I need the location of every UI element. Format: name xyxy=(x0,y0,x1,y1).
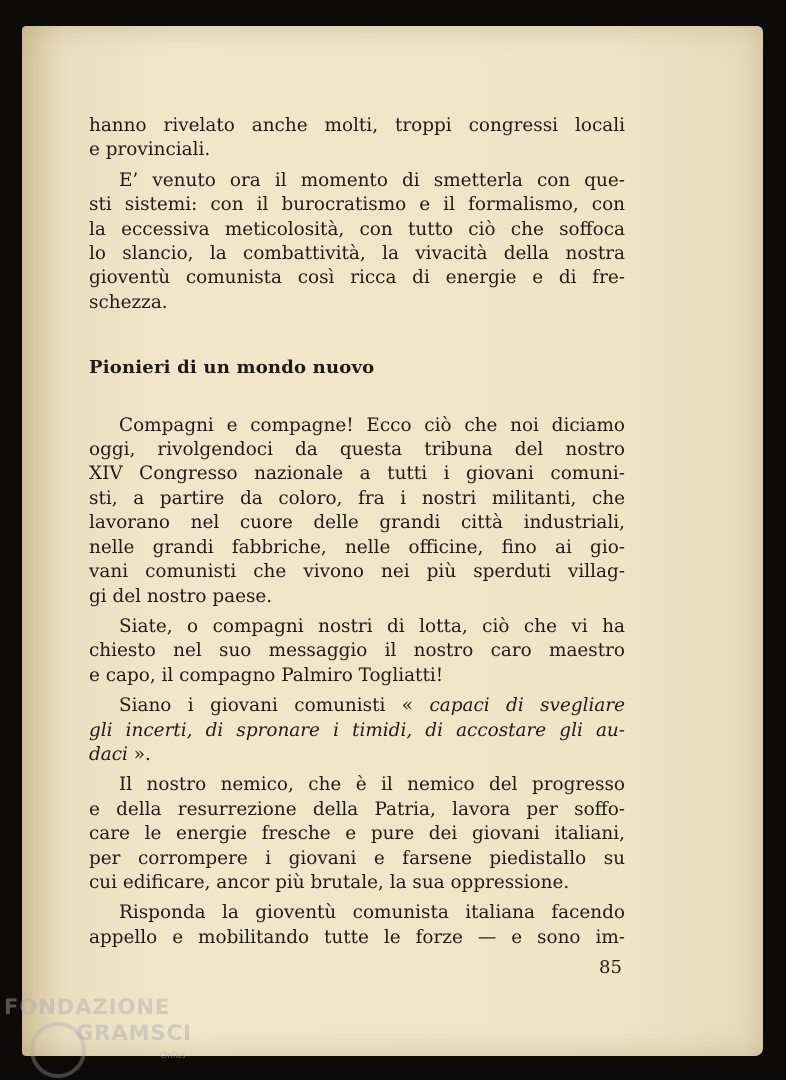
paragraph-5 xyxy=(89,694,625,767)
text-line: e della resurrezione della Patria, lavora per soffo- xyxy=(89,798,625,820)
text-line: nelle grandi fabbriche, nelle officine, fino ai gio- xyxy=(89,536,625,558)
text-line: lo slancio, la combattività, la vivacità della nostra xyxy=(89,243,625,265)
paragraph-7 xyxy=(89,901,625,950)
text-line: e capo, il compagno Palmiro Togliatti! xyxy=(89,664,444,686)
text-fragment: Siano i giovani comunisti « xyxy=(119,695,430,717)
watermark-logo xyxy=(4,994,192,1046)
paragraph-6 xyxy=(89,773,625,895)
text-line: appello e mobilitando tutte le forze — e sono im- xyxy=(89,926,625,948)
text-line: sti sistemi: con il burocratismo e il formalismo, con xyxy=(89,194,625,216)
text-line: e provinciali. xyxy=(89,139,211,161)
text-line xyxy=(89,743,625,767)
paragraph-4 xyxy=(89,615,625,688)
text-line: chiesto nel suo messaggio il nostro caro maestro xyxy=(89,640,625,662)
paragraph-1 xyxy=(89,114,625,163)
text-line: cui edificare, ancor più brutale, la sua oppressione. xyxy=(89,871,570,893)
text-line: Il nostro nemico, che è il nemico del progresso xyxy=(119,774,625,796)
text-line: care le energie fresche e pure dei giovani italiani, xyxy=(89,823,625,845)
text-line: lavorano nel cuore delle grandi città industriali, xyxy=(89,512,625,534)
text-line: sti, a partire da coloro, fra i nostri militanti, che xyxy=(89,487,625,509)
text-line: Compagni e compagne! Ecco ciò che noi diciamo xyxy=(119,414,625,436)
watermark-subtitle: Onlus xyxy=(160,1051,186,1061)
italic-quote: capaci di svegliare xyxy=(429,695,625,717)
text-line: XIV Congresso nazionale a tutti i giovani comuni- xyxy=(89,463,625,485)
text-line: E’ venuto ora il momento di smetterla con que- xyxy=(119,169,625,191)
text-line: oggi, rivolgendoci da questa tribuna del nostro xyxy=(89,439,625,461)
text-line: la eccessiva meticolosità, con tutto ciò che soffoca xyxy=(89,218,625,240)
text-line: gi del nostro paese. xyxy=(89,585,273,607)
page-number: 85 xyxy=(599,957,622,978)
italic-quote: gli incerti, di spronare i timidi, di accostare gli au- xyxy=(89,719,625,741)
text-line xyxy=(89,694,625,718)
text-line xyxy=(89,719,625,743)
watermark-line: GRAMSCI xyxy=(76,1021,192,1045)
text-line: per corrompere i giovani e farsene piedistallo su xyxy=(89,847,625,869)
watermark-line: FONDAZIONE xyxy=(4,995,171,1019)
text-line: vani comunisti che vivono nei più sperduti villag- xyxy=(89,561,625,583)
paragraph-2 xyxy=(89,169,625,315)
text-line: Risponda la gioventù comunista italiana facendo xyxy=(119,902,625,924)
text-fragment: ». xyxy=(127,743,151,765)
text-line: schezza. xyxy=(89,291,168,313)
paragraph-3 xyxy=(89,414,625,609)
italic-quote: daci xyxy=(89,743,128,765)
section-heading: Pionieri di un mondo nuovo xyxy=(89,357,375,379)
text-line: Siate, o compagni nostri di lotta, ciò che vi ha xyxy=(119,615,625,637)
text-line: hanno rivelato anche molti, troppi congressi locali xyxy=(89,115,625,136)
text-line: gioventù comunista così ricca di energie e di fre- xyxy=(89,267,625,289)
page-text xyxy=(89,114,625,950)
